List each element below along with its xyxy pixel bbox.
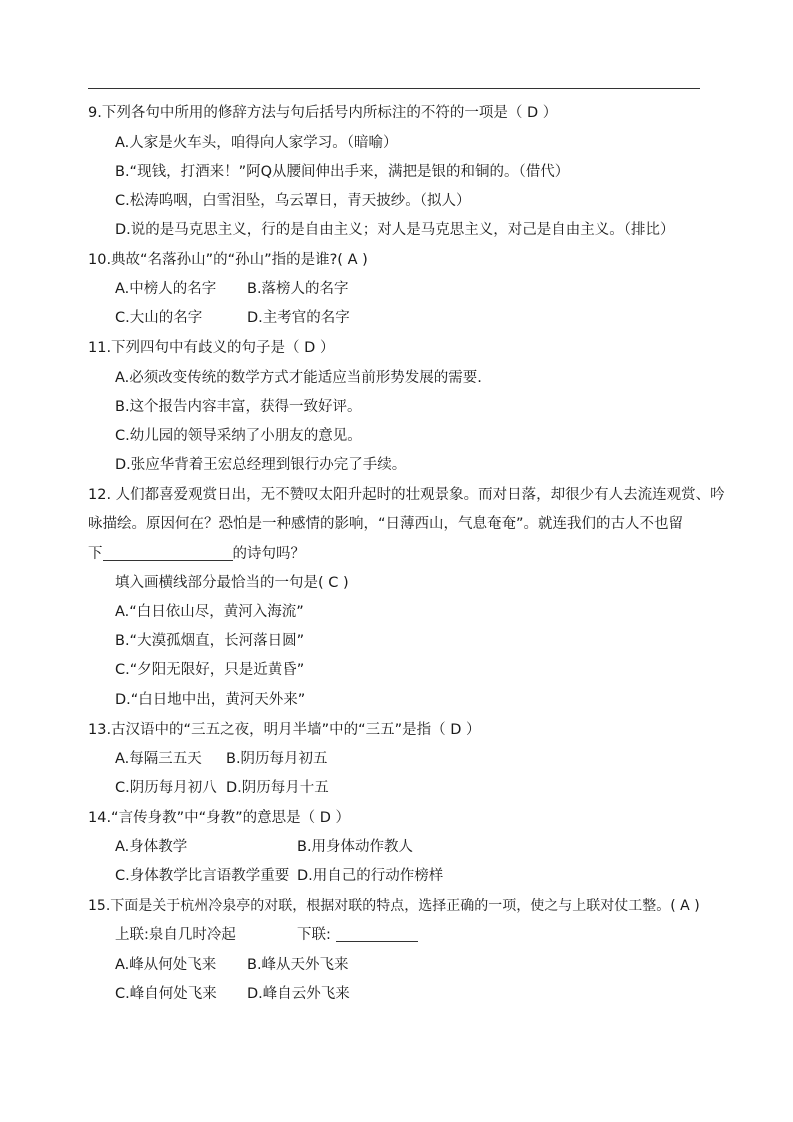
question-15-lower-label: 下联:: [297, 927, 331, 943]
question-12-instruction: 填入画横线部分最恰当的一句是( C ): [115, 575, 349, 591]
question-15-option-c: C.峰自何处飞来: [115, 986, 217, 1002]
question-11-option-a: A.必须改变传统的数学方式才能适应当前形势发展的需要.: [115, 370, 482, 386]
question-14-option-c: C.身体教学比言语教学重要: [115, 868, 290, 884]
question-12-line-3-prefix: 下: [88, 546, 103, 562]
question-12-option-c: C.“夕阳无限好，只是近黄昏”: [115, 662, 305, 678]
question-13-option-a: A.每隔三五天: [115, 751, 202, 767]
question-13-option-b: B.阴历每月初五: [226, 751, 328, 767]
question-14-stem: 14.“言传身教”中“身教”的意思是（ D ）: [88, 810, 350, 826]
question-12-line-1: 12. 人们都喜爱观赏日出，无不赞叹太阳升起时的壮观景象。而对日落，却很少有人去流连观赏、吟: [88, 487, 725, 503]
question-10-option-a: A.中榜人的名字: [115, 281, 217, 297]
question-10-stem: 10.典故“名落孙山”的“孙山”指的是谁?( A ): [88, 252, 368, 268]
question-11-option-c: C.幼儿园的领导采纳了小朋友的意见。: [115, 428, 362, 444]
question-15-stem: 15.下面是关于杭州冷泉亭的对联，根据对联的特点，选择正确的一项，使之与上联对仗工整。( A ): [88, 898, 700, 914]
question-9-option-d: D.说的是马克思主义，行的是自由主义；对人是马克思主义，对己是自由主义。（排比）: [115, 222, 675, 238]
question-15-lower-couplet: [297, 925, 418, 945]
question-14-option-b: B.用身体动作教人: [297, 839, 414, 855]
question-15-upper-couplet: 上联:泉自几时冷起: [115, 927, 236, 943]
question-13-stem: 13.古汉语中的“三五之夜，明月半墙”中的“三五”是指（ D ）: [88, 722, 481, 738]
question-14-option-d: D.用自己的行动作榜样: [297, 868, 444, 884]
question-14-option-a: A.身体教学: [115, 839, 188, 855]
question-12-blank: [103, 544, 233, 561]
question-12-line-3-suffix: 的诗句吗？: [232, 546, 305, 562]
question-12-option-d: D.“白日地中出，黄河天外来”: [115, 692, 306, 708]
question-11-option-b: B.这个报告内容丰富，获得一致好评。: [115, 399, 362, 415]
question-9-stem: 9.下列各句中所用的修辞方法与句后括号内所标注的不符的一项是（ D ）: [88, 105, 558, 121]
question-12-line-2: 咏描绘。原因何在？恐怕是一种感情的影响，“日薄西山，气息奄奄”。就连我们的古人不也留: [88, 516, 684, 532]
question-13-option-d: D.阴历每月十五: [226, 780, 329, 796]
header-rule: [88, 88, 700, 89]
question-11-option-d: D.张应华背着王宏总经理到银行办完了手续。: [115, 457, 407, 473]
question-10-option-b: B.落榜人的名字: [247, 281, 349, 297]
question-15-option-a: A.峰从何处飞来: [115, 957, 217, 973]
question-9-option-c: C.松涛呜咽，白雪泪坠，乌云罩日，青天披纱。（拟人）: [115, 193, 471, 209]
question-10-option-d: D.主考官的名字: [247, 310, 350, 326]
question-12-line-3: [88, 544, 305, 564]
question-9-option-b: B.“现钱，打酒来！”阿Q从腰间伸出手来，满把是银的和铜的。（借代）: [115, 164, 570, 180]
question-10-option-c: C.大山的名字: [115, 310, 203, 326]
question-9-option-a: A.人家是火车头，咱得向人家学习。（暗喻）: [115, 135, 398, 151]
question-12-option-b: B.“大漠孤烟直，长河落日圆”: [115, 633, 305, 649]
question-11-stem: 11.下列四句中有歧义的句子是（ D ）: [88, 340, 335, 356]
question-15-blank: [336, 925, 418, 942]
question-13-option-c: C.阴历每月初八: [115, 780, 217, 796]
question-15-option-d: D.峰自云外飞来: [247, 986, 350, 1002]
question-15-option-b: B.峰从天外飞来: [247, 957, 349, 973]
question-12-option-a: A.“白日依山尽，黄河入海流”: [115, 604, 304, 620]
